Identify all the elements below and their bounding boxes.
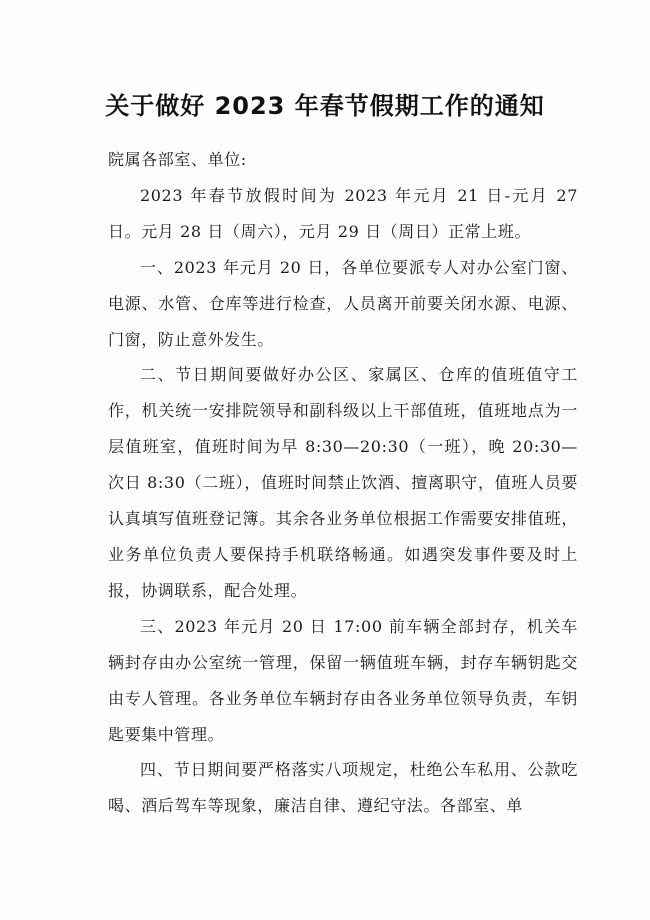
document-body <box>108 142 578 824</box>
paragraph-item-1: 一、2023 年元月 20 日，各单位要派专人对办公室门窗、电源、水管、仓库等进行检查，人员离开前要关闭水源、电源、门窗，防止意外发生。 <box>108 257 578 349</box>
paragraph-item-2: 二、节日期间要做好办公区、家属区、仓库的值班值守工作，机关统一安排院领导和副科级以上干部值班，值班地点为一层值班室，值班时间为早 8:30—20:30（一班），晚 20:30—次日 8:30（二班），值班时间禁止饮酒、擅离职守，值班人员要认真填写值班登记簿。其余各业务单位根据工作需要安排值班，业务单位负责人要保持手机联络畅通。如遇突发事件要及时上报，协调联系，配合处理。 <box>108 365 578 600</box>
paragraph-item-4: 四、节日期间要严格落实八项规定，杜绝公车私用、公款吃喝、酒后驾车等现象，廉洁自律、遵纪守法。各部室、单 <box>108 760 578 816</box>
paragraph-item-3: 三、2023 年元月 20 日 17:00 前车辆全部封存，机关车辆封存由办公室统一管理，保留一辆值班车辆，封存车辆钥匙交由专人管理。各业务单位车辆封存由各业务单位领导负责，车钥匙要集中管理。 <box>108 616 578 744</box>
document-title: 关于做好 2023 年春节假期工作的通知 <box>105 92 545 120</box>
salutation: 院属各部室、单位: <box>108 150 247 169</box>
paragraph-holiday-dates: 2023 年春节放假时间为 2023 年元月 21 日-元月 27 日。元月 28 日（周六），元月 29 日（周日）正常上班。 <box>108 185 578 241</box>
